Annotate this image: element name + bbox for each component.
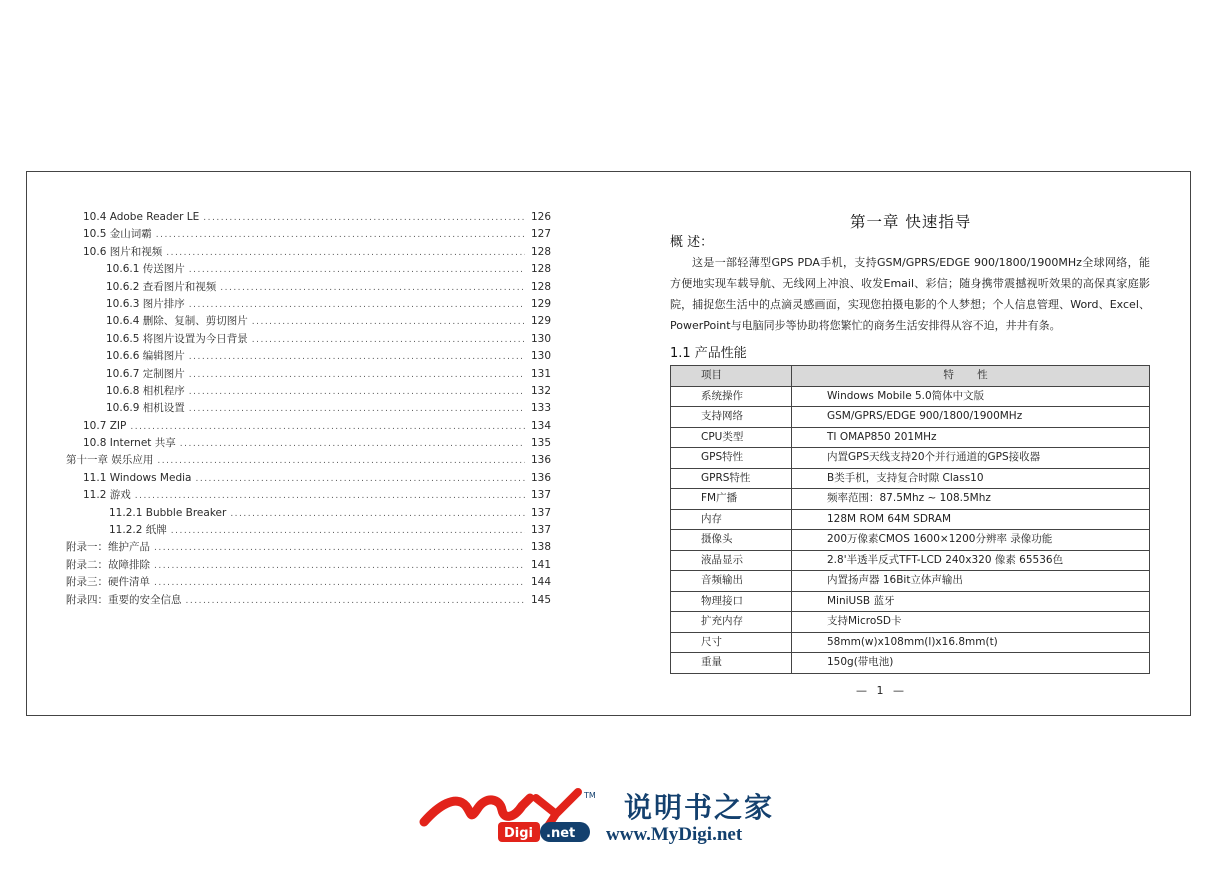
- section-heading: 1.1 产品性能: [670, 346, 747, 361]
- toc-leader-dots: [154, 540, 525, 557]
- logo-swoosh-m: [424, 798, 530, 822]
- toc-entry-label: 10.6.5 将图片设置为今日背景: [106, 332, 248, 345]
- spec-table-row: [671, 591, 1150, 612]
- spec-value-cell: 支持MicroSD卡: [792, 612, 1150, 633]
- toc-entry[interactable]: [66, 383, 551, 400]
- spec-item-cell: 扩充内存: [671, 612, 792, 633]
- toc-entry-page: 136: [530, 454, 551, 467]
- spec-value-cell: Windows Mobile 5.0简体中文版: [792, 386, 1150, 407]
- spec-table-row: [671, 612, 1150, 633]
- spec-item-cell: 尺寸: [671, 632, 792, 653]
- toc-entry-label: 10.6.1 传送图片: [106, 263, 185, 276]
- toc-entry-label: 10.5 金山词霸: [83, 228, 152, 241]
- toc-entry-label: 11.2.1 Bubble Breaker: [109, 506, 227, 519]
- toc-entry-page: 132: [530, 384, 551, 397]
- toc-entry[interactable]: [66, 296, 551, 313]
- toc-entry[interactable]: [66, 522, 551, 539]
- toc-entry-label: 附录二：故障排除: [66, 558, 150, 571]
- logo-badge-right-text: .net: [546, 826, 576, 841]
- toc-entry[interactable]: [66, 452, 551, 469]
- spec-value-cell: TI OMAP850 201MHz: [792, 427, 1150, 448]
- spec-table-row: [671, 509, 1150, 530]
- spec-value-cell: GSM/GPRS/EDGE 900/1800/1900MHz: [792, 407, 1150, 428]
- logo-tm-text: TM: [584, 791, 596, 800]
- spec-item-cell: 摄像头: [671, 530, 792, 551]
- toc-leader-dots: [154, 575, 525, 592]
- toc-leader-dots: [130, 419, 525, 436]
- toc-entry-page: 138: [530, 541, 551, 554]
- toc-leader-dots: [189, 262, 525, 279]
- logo-url: www.MyDigi.net: [606, 824, 743, 845]
- toc-entry-label: 10.6 图片和视频: [83, 245, 163, 258]
- toc-entry-label: 10.6.7 定制图片: [106, 367, 185, 380]
- overview-body: 这是一部轻薄型GPS PDA手机，支持GSM/GPRS/EDGE 900/1800/1900MHz全球网络，能方便地实现车载导航、无线网上冲浪、收发Email、彩信；随身携带震撼视听效果的高保真家庭影院，捕捉您生活中的点滴灵感画面，实现您拍摄电影的个人梦想；个人信息管理、Word、Excel、PowerPoint与电脑同步等协助将您繁忙的商务生活安排得从容不迫，井井有条。: [670, 256, 1150, 332]
- toc-entry[interactable]: [66, 313, 551, 330]
- toc-entry-label: 10.6.3 图片排序: [106, 297, 185, 310]
- spec-value-cell: 128M ROM 64M SDRAM: [792, 509, 1150, 530]
- spec-table-row: [671, 550, 1150, 571]
- toc-entry-label: 10.6.4 删除、复制、剪切图片: [106, 315, 248, 328]
- toc-leader-dots: [180, 436, 525, 453]
- spec-value-cell: MiniUSB 蓝牙: [792, 591, 1150, 612]
- toc-leader-dots: [157, 453, 525, 470]
- spec-table-row: [671, 427, 1150, 448]
- toc-entry-page: 134: [530, 419, 551, 432]
- logo-badge-left-text: Digi: [504, 826, 534, 841]
- toc-entry-page: 126: [530, 211, 551, 223]
- spec-table-row: [671, 632, 1150, 653]
- toc-leader-dots: [195, 471, 525, 488]
- toc-entry[interactable]: [66, 592, 551, 609]
- spec-table-row: [671, 386, 1150, 407]
- spec-value-cell: 2.8'半透半反式TFT-LCD 240x320 像素 65536色: [792, 550, 1150, 571]
- spec-table-row: [671, 448, 1150, 469]
- spec-table-row: [671, 653, 1150, 674]
- spec-table-row: [671, 530, 1150, 551]
- toc-entry[interactable]: [66, 400, 551, 417]
- toc-entry-label: 10.6.6 编辑图片: [106, 350, 185, 363]
- toc-leader-dots: [252, 314, 525, 331]
- spec-header-item: 项目: [671, 366, 792, 387]
- toc-entry-label: 10.8 Internet 共享: [83, 437, 176, 450]
- toc-entry-page: 145: [530, 593, 551, 606]
- toc-entry-label: 附录四：重要的安全信息: [66, 593, 182, 606]
- toc-entry-label: 11.2.2 纸牌: [109, 524, 167, 537]
- toc-leader-dots: [189, 297, 525, 314]
- toc-entry-label: 10.6.2 查看图片和视频: [106, 280, 217, 293]
- toc-leader-dots: [189, 367, 525, 384]
- toc-entry-page: 128: [530, 280, 551, 293]
- spec-value-cell: 58mm(w)x108mm(l)x16.8mm(t): [792, 632, 1150, 653]
- toc-entry[interactable]: [66, 226, 551, 243]
- spec-value-cell: 150g(带电池): [792, 653, 1150, 674]
- toc-entry[interactable]: [66, 539, 551, 556]
- toc-entry-page: 133: [530, 402, 551, 415]
- spec-table-row: [671, 571, 1150, 592]
- toc-entry[interactable]: [66, 435, 551, 452]
- spec-table-header-row: [671, 366, 1150, 387]
- toc-entry[interactable]: [66, 331, 551, 348]
- spec-item-cell: 系统操作: [671, 386, 792, 407]
- spec-item-cell: CPU类型: [671, 427, 792, 448]
- toc-entry-page: 127: [530, 228, 551, 241]
- toc-entry-page: 128: [530, 263, 551, 276]
- toc-entry[interactable]: [66, 505, 551, 522]
- spec-table-row: [671, 468, 1150, 489]
- spec-value-cell: B类手机，支持复合时隙 Class10: [792, 468, 1150, 489]
- spec-item-cell: 内存: [671, 509, 792, 530]
- logo-chinese-name: 说明书之家: [624, 791, 775, 824]
- spec-value-cell: 频率范围：87.5Mhz ~ 108.5Mhz: [792, 489, 1150, 510]
- spec-item-cell: 物理接口: [671, 591, 792, 612]
- toc-entry-page: 136: [530, 471, 551, 484]
- toc-entry[interactable]: [66, 244, 551, 261]
- toc-leader-dots: [186, 593, 526, 610]
- toc-entry-label: 11.1 Windows Media: [83, 471, 192, 484]
- toc-leader-dots: [156, 227, 525, 244]
- toc-leader-dots: [166, 245, 525, 262]
- spec-table-row: [671, 489, 1150, 510]
- toc-entry-page: 144: [530, 576, 551, 589]
- spec-item-cell: 液晶显示: [671, 550, 792, 571]
- toc-entry-label: 10.7 ZIP: [83, 419, 127, 432]
- toc-leader-dots: [189, 349, 525, 366]
- toc-leader-dots: [230, 506, 525, 523]
- toc-leader-dots: [220, 280, 525, 297]
- toc-entry-page: 135: [530, 437, 551, 450]
- toc-leader-dots: [252, 332, 525, 349]
- spec-item-cell: 重量: [671, 653, 792, 674]
- toc-leader-dots: [135, 488, 525, 505]
- spec-item-cell: GPS特性: [671, 448, 792, 469]
- toc-entry[interactable]: [66, 209, 551, 226]
- spec-header-feature: 特 性: [792, 366, 1150, 387]
- toc-entry[interactable]: [66, 418, 551, 435]
- toc-entry[interactable]: [66, 487, 551, 504]
- toc-entry[interactable]: [66, 557, 551, 574]
- overview-heading: 概 述：: [670, 235, 714, 250]
- toc-entry-page: 129: [530, 297, 551, 310]
- toc-entry[interactable]: [66, 366, 551, 383]
- toc-leader-dots: [189, 401, 525, 418]
- toc-entry-page: 130: [530, 332, 551, 345]
- toc-entry[interactable]: [66, 348, 551, 365]
- toc-entry-label: 附录三：硬件清单: [66, 576, 150, 589]
- toc-entry-label: 第十一章 娱乐应用: [66, 454, 154, 467]
- toc-entry-label: 10.4 Adobe Reader LE: [83, 211, 200, 223]
- toc-entry-page: 137: [530, 524, 551, 537]
- toc-entry-page: 131: [530, 367, 551, 380]
- spec-item-cell: FM广播: [671, 489, 792, 510]
- toc-entry[interactable]: [66, 574, 551, 591]
- toc-entry-page: 141: [530, 558, 551, 571]
- toc-entry-label: 11.2 游戏: [83, 489, 131, 502]
- table-of-contents: [66, 209, 551, 609]
- toc-entry-page: 128: [530, 245, 551, 258]
- toc-entry[interactable]: [66, 470, 551, 487]
- toc-leader-dots: [203, 210, 525, 227]
- toc-entry[interactable]: [66, 261, 551, 278]
- spec-table: [670, 365, 1150, 674]
- toc-leader-dots: [189, 384, 525, 401]
- spec-value-cell: 内置GPS天线支持20个并行通道的GPS接收器: [792, 448, 1150, 469]
- toc-leader-dots: [154, 558, 525, 575]
- toc-entry[interactable]: [66, 279, 551, 296]
- chapter-title: 第一章 快速指导: [850, 213, 972, 231]
- spec-value-cell: 内置扬声器 16Bit立体声输出: [792, 571, 1150, 592]
- spec-table-row: [671, 407, 1150, 428]
- spec-item-cell: 支持网络: [671, 407, 792, 428]
- toc-entry-page: 129: [530, 315, 551, 328]
- toc-leader-dots: [171, 523, 525, 540]
- toc-entry-page: 130: [530, 350, 551, 363]
- page-number: — 1 —: [856, 684, 907, 697]
- spec-item-cell: 音频输出: [671, 571, 792, 592]
- toc-entry-label: 10.6.9 相机设置: [106, 402, 185, 415]
- toc-entry-label: 附录一：维护产品: [66, 541, 150, 554]
- toc-entry-page: 137: [530, 506, 551, 519]
- spec-item-cell: GPRS特性: [671, 468, 792, 489]
- spec-value-cell: 200万像素CMOS 1600×1200分辨率 录像功能: [792, 530, 1150, 551]
- toc-entry-page: 137: [530, 489, 551, 502]
- toc-entry-label: 10.6.8 相机程序: [106, 384, 185, 397]
